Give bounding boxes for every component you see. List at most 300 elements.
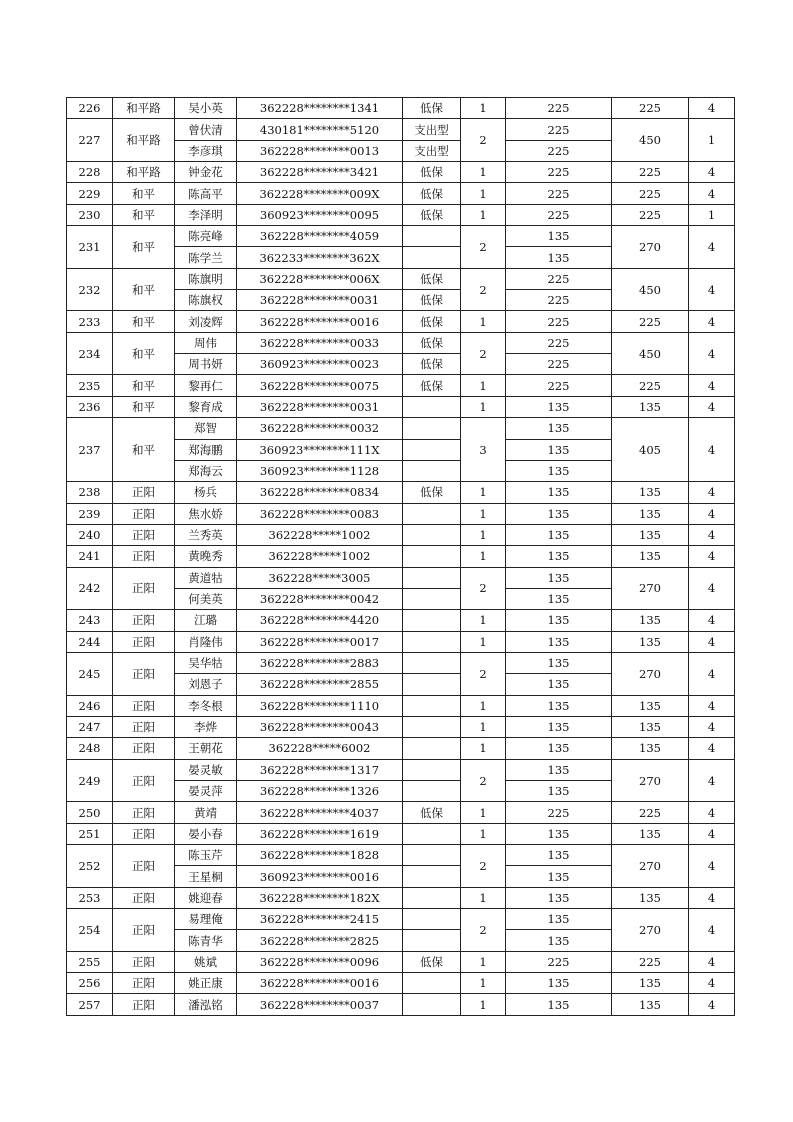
total-amount-cell: 225	[612, 162, 689, 183]
area-cell: 正阳	[113, 823, 175, 844]
months-cell: 4	[689, 183, 735, 204]
table-row	[67, 311, 735, 332]
amount-cell: 135	[506, 973, 612, 994]
name-cell: 黎再仁	[175, 375, 237, 396]
name-cell: 曾伏清	[175, 119, 237, 140]
area-cell: 正阳	[113, 887, 175, 908]
name-cell: 李冬根	[175, 695, 237, 716]
name-cell: 肖隆伟	[175, 631, 237, 652]
total-amount-cell: 135	[612, 524, 689, 545]
table-row	[67, 98, 735, 119]
household-count-cell: 2	[461, 909, 506, 952]
table-row	[67, 418, 735, 439]
months-cell: 4	[689, 311, 735, 332]
amount-cell: 225	[506, 802, 612, 823]
name-cell: 陈旗权	[175, 290, 237, 311]
total-amount-cell: 270	[612, 652, 689, 695]
amount-cell: 135	[506, 695, 612, 716]
area-cell: 和平	[113, 204, 175, 225]
household-count-cell: 2	[461, 759, 506, 802]
table-row	[67, 226, 735, 247]
table-body	[67, 98, 735, 1016]
area-cell: 和平	[113, 183, 175, 204]
id-number-cell: 362228********0032	[237, 418, 403, 439]
name-cell: 李烨	[175, 716, 237, 737]
id-number-cell: 362228*****3005	[237, 567, 403, 588]
area-cell: 正阳	[113, 845, 175, 888]
name-cell: 周书妍	[175, 354, 237, 375]
months-cell: 4	[689, 418, 735, 482]
months-cell: 4	[689, 695, 735, 716]
relief-type-cell: 低保	[403, 354, 461, 375]
table-row	[67, 567, 735, 588]
amount-cell: 135	[506, 781, 612, 802]
months-cell: 4	[689, 482, 735, 503]
amount-cell: 225	[506, 332, 612, 353]
id-number-cell: 362228********0042	[237, 588, 403, 609]
serial-number-cell: 235	[67, 375, 113, 396]
relief-type-cell: 低保	[403, 162, 461, 183]
months-cell: 4	[689, 524, 735, 545]
serial-number-cell: 238	[67, 482, 113, 503]
name-cell: 陈玉芹	[175, 845, 237, 866]
area-cell: 正阳	[113, 610, 175, 631]
amount-cell: 135	[506, 439, 612, 460]
household-count-cell: 1	[461, 503, 506, 524]
name-cell: 郑智	[175, 418, 237, 439]
relief-type-cell	[403, 845, 461, 866]
total-amount-cell: 135	[612, 482, 689, 503]
amount-cell: 135	[506, 909, 612, 930]
id-number-cell: 362228********0043	[237, 716, 403, 737]
household-count-cell: 2	[461, 268, 506, 311]
household-count-cell: 2	[461, 845, 506, 888]
household-count-cell: 1	[461, 823, 506, 844]
id-number-cell: 362228********2855	[237, 674, 403, 695]
months-cell: 4	[689, 994, 735, 1015]
id-number-cell: 362228********3421	[237, 162, 403, 183]
id-number-cell: 362228********4059	[237, 226, 403, 247]
id-number-cell: 362228********1110	[237, 695, 403, 716]
amount-cell: 225	[506, 119, 612, 140]
relief-type-cell	[403, 994, 461, 1015]
amount-cell: 225	[506, 951, 612, 972]
table-row	[67, 503, 735, 524]
household-count-cell: 1	[461, 631, 506, 652]
amount-cell: 225	[506, 98, 612, 119]
table-row	[67, 162, 735, 183]
table-row	[67, 119, 735, 140]
household-count-cell: 1	[461, 951, 506, 972]
serial-number-cell: 226	[67, 98, 113, 119]
months-cell: 4	[689, 652, 735, 695]
relief-type-cell: 低保	[403, 98, 461, 119]
amount-cell: 135	[506, 418, 612, 439]
relief-type-cell	[403, 716, 461, 737]
months-cell: 4	[689, 716, 735, 737]
total-amount-cell: 135	[612, 994, 689, 1015]
serial-number-cell: 242	[67, 567, 113, 610]
relief-type-cell	[403, 781, 461, 802]
household-count-cell: 1	[461, 98, 506, 119]
household-count-cell: 1	[461, 546, 506, 567]
amount-cell: 225	[506, 162, 612, 183]
name-cell: 陈高平	[175, 183, 237, 204]
serial-number-cell: 255	[67, 951, 113, 972]
household-count-cell: 1	[461, 524, 506, 545]
serial-number-cell: 229	[67, 183, 113, 204]
months-cell: 4	[689, 396, 735, 417]
relief-type-cell: 低保	[403, 290, 461, 311]
household-count-cell: 2	[461, 567, 506, 610]
total-amount-cell: 270	[612, 759, 689, 802]
name-cell: 兰秀英	[175, 524, 237, 545]
area-cell: 和平路	[113, 119, 175, 162]
total-amount-cell: 270	[612, 567, 689, 610]
table-row	[67, 845, 735, 866]
table-row	[67, 759, 735, 780]
serial-number-cell: 241	[67, 546, 113, 567]
id-number-cell: 362228********182X	[237, 887, 403, 908]
table-row	[67, 631, 735, 652]
id-number-cell: 362228********0016	[237, 973, 403, 994]
name-cell: 焦水娇	[175, 503, 237, 524]
months-cell: 4	[689, 546, 735, 567]
area-cell: 和平	[113, 268, 175, 311]
household-count-cell: 1	[461, 204, 506, 225]
id-number-cell: 362228********1828	[237, 845, 403, 866]
relief-roster-table	[66, 97, 735, 1016]
id-number-cell: 362228********0096	[237, 951, 403, 972]
table-row	[67, 909, 735, 930]
household-count-cell: 1	[461, 482, 506, 503]
serial-number-cell: 248	[67, 738, 113, 759]
area-cell: 正阳	[113, 482, 175, 503]
area-cell: 正阳	[113, 802, 175, 823]
relief-type-cell	[403, 226, 461, 247]
relief-type-cell: 低保	[403, 802, 461, 823]
id-number-cell: 360923********0095	[237, 204, 403, 225]
serial-number-cell: 236	[67, 396, 113, 417]
area-cell: 和平	[113, 311, 175, 332]
id-number-cell: 360923********0016	[237, 866, 403, 887]
id-number-cell: 430181********5120	[237, 119, 403, 140]
name-cell: 黄靖	[175, 802, 237, 823]
name-cell: 陈旗明	[175, 268, 237, 289]
area-cell: 正阳	[113, 503, 175, 524]
total-amount-cell: 450	[612, 268, 689, 311]
table-row	[67, 994, 735, 1015]
amount-cell: 135	[506, 652, 612, 673]
area-cell: 和平	[113, 332, 175, 375]
relief-type-cell	[403, 567, 461, 588]
total-amount-cell: 225	[612, 375, 689, 396]
area-cell: 正阳	[113, 738, 175, 759]
total-amount-cell: 225	[612, 98, 689, 119]
id-number-cell: 360923********1128	[237, 460, 403, 481]
area-cell: 正阳	[113, 652, 175, 695]
amount-cell: 135	[506, 845, 612, 866]
months-cell: 4	[689, 973, 735, 994]
relief-type-cell	[403, 588, 461, 609]
id-number-cell: 362228********009X	[237, 183, 403, 204]
id-number-cell: 362228********1341	[237, 98, 403, 119]
name-cell: 刘凌辉	[175, 311, 237, 332]
amount-cell: 135	[506, 994, 612, 1015]
total-amount-cell: 225	[612, 183, 689, 204]
amount-cell: 135	[506, 482, 612, 503]
amount-cell: 135	[506, 930, 612, 951]
table-row	[67, 375, 735, 396]
id-number-cell: 362228********0033	[237, 332, 403, 353]
amount-cell: 135	[506, 396, 612, 417]
relief-type-cell: 低保	[403, 951, 461, 972]
relief-type-cell	[403, 738, 461, 759]
relief-type-cell	[403, 652, 461, 673]
amount-cell: 135	[506, 247, 612, 268]
months-cell: 4	[689, 738, 735, 759]
name-cell: 黄道牯	[175, 567, 237, 588]
household-count-cell: 1	[461, 610, 506, 631]
serial-number-cell: 252	[67, 845, 113, 888]
total-amount-cell: 135	[612, 823, 689, 844]
id-number-cell: 362228********4037	[237, 802, 403, 823]
area-cell: 正阳	[113, 973, 175, 994]
serial-number-cell: 246	[67, 695, 113, 716]
name-cell: 郑海云	[175, 460, 237, 481]
area-cell: 正阳	[113, 716, 175, 737]
relief-type-cell	[403, 674, 461, 695]
id-number-cell: 362228********1326	[237, 781, 403, 802]
amount-cell: 225	[506, 375, 612, 396]
serial-number-cell: 240	[67, 524, 113, 545]
name-cell: 何美英	[175, 588, 237, 609]
table-row	[67, 652, 735, 673]
area-cell: 和平路	[113, 162, 175, 183]
area-cell: 正阳	[113, 909, 175, 952]
serial-number-cell: 249	[67, 759, 113, 802]
id-number-cell: 362228********0834	[237, 482, 403, 503]
name-cell: 吴华牯	[175, 652, 237, 673]
amount-cell: 225	[506, 268, 612, 289]
total-amount-cell: 270	[612, 226, 689, 269]
area-cell: 正阳	[113, 524, 175, 545]
total-amount-cell: 135	[612, 610, 689, 631]
id-number-cell: 362228********0013	[237, 140, 403, 161]
amount-cell: 135	[506, 588, 612, 609]
household-count-cell: 1	[461, 973, 506, 994]
household-count-cell: 2	[461, 652, 506, 695]
name-cell: 晏灵敏	[175, 759, 237, 780]
months-cell: 4	[689, 98, 735, 119]
name-cell: 王星桐	[175, 866, 237, 887]
amount-cell: 135	[506, 631, 612, 652]
table-row	[67, 887, 735, 908]
table-row	[67, 482, 735, 503]
id-number-cell: 362228********0031	[237, 396, 403, 417]
serial-number-cell: 227	[67, 119, 113, 162]
total-amount-cell: 135	[612, 631, 689, 652]
household-count-cell: 1	[461, 311, 506, 332]
id-number-cell: 362228********1317	[237, 759, 403, 780]
months-cell: 4	[689, 802, 735, 823]
id-number-cell: 360923********0023	[237, 354, 403, 375]
household-count-cell: 1	[461, 183, 506, 204]
serial-number-cell: 228	[67, 162, 113, 183]
serial-number-cell: 233	[67, 311, 113, 332]
relief-type-cell: 低保	[403, 204, 461, 225]
household-count-cell: 2	[461, 226, 506, 269]
name-cell: 杨兵	[175, 482, 237, 503]
total-amount-cell: 270	[612, 845, 689, 888]
id-number-cell: 362228********1619	[237, 823, 403, 844]
amount-cell: 135	[506, 759, 612, 780]
total-amount-cell: 135	[612, 973, 689, 994]
amount-cell: 135	[506, 887, 612, 908]
area-cell: 正阳	[113, 631, 175, 652]
relief-type-cell	[403, 247, 461, 268]
id-number-cell: 362228********0031	[237, 290, 403, 311]
serial-number-cell: 253	[67, 887, 113, 908]
amount-cell: 225	[506, 354, 612, 375]
name-cell: 吴小英	[175, 98, 237, 119]
table-row	[67, 610, 735, 631]
table-row	[67, 695, 735, 716]
relief-type-cell: 低保	[403, 332, 461, 353]
amount-cell: 135	[506, 567, 612, 588]
id-number-cell: 362228*****1002	[237, 546, 403, 567]
total-amount-cell: 225	[612, 204, 689, 225]
table-row	[67, 973, 735, 994]
table-row	[67, 823, 735, 844]
relief-type-cell: 低保	[403, 268, 461, 289]
months-cell: 4	[689, 375, 735, 396]
id-number-cell: 362228********0083	[237, 503, 403, 524]
amount-cell: 135	[506, 866, 612, 887]
area-cell: 和平	[113, 375, 175, 396]
table-row	[67, 951, 735, 972]
relief-type-cell	[403, 759, 461, 780]
months-cell: 4	[689, 610, 735, 631]
table-row	[67, 204, 735, 225]
amount-cell: 135	[506, 674, 612, 695]
relief-type-cell	[403, 439, 461, 460]
relief-type-cell	[403, 524, 461, 545]
name-cell: 陈亮峰	[175, 226, 237, 247]
relief-type-cell	[403, 610, 461, 631]
id-number-cell: 362228********006X	[237, 268, 403, 289]
serial-number-cell: 232	[67, 268, 113, 311]
table-row	[67, 332, 735, 353]
household-count-cell: 1	[461, 802, 506, 823]
amount-cell: 135	[506, 610, 612, 631]
months-cell: 4	[689, 887, 735, 908]
table-row	[67, 546, 735, 567]
serial-number-cell: 256	[67, 973, 113, 994]
amount-cell: 135	[506, 503, 612, 524]
relief-type-cell: 支出型	[403, 119, 461, 140]
amount-cell: 135	[506, 546, 612, 567]
household-count-cell: 1	[461, 994, 506, 1015]
name-cell: 晏灵萍	[175, 781, 237, 802]
area-cell: 和平路	[113, 98, 175, 119]
serial-number-cell: 239	[67, 503, 113, 524]
area-cell: 正阳	[113, 994, 175, 1015]
serial-number-cell: 237	[67, 418, 113, 482]
table-row	[67, 183, 735, 204]
months-cell: 4	[689, 226, 735, 269]
household-count-cell: 2	[461, 332, 506, 375]
name-cell: 王朝花	[175, 738, 237, 759]
amount-cell: 135	[506, 524, 612, 545]
months-cell: 4	[689, 567, 735, 610]
household-count-cell: 1	[461, 375, 506, 396]
relief-type-cell	[403, 909, 461, 930]
months-cell: 1	[689, 119, 735, 162]
table-row	[67, 802, 735, 823]
name-cell: 江璐	[175, 610, 237, 631]
area-cell: 正阳	[113, 546, 175, 567]
id-number-cell: 362228********0016	[237, 311, 403, 332]
serial-number-cell: 244	[67, 631, 113, 652]
serial-number-cell: 251	[67, 823, 113, 844]
name-cell: 李泽明	[175, 204, 237, 225]
household-count-cell: 3	[461, 418, 506, 482]
amount-cell: 135	[506, 226, 612, 247]
table-row	[67, 738, 735, 759]
serial-number-cell: 247	[67, 716, 113, 737]
household-count-cell: 1	[461, 738, 506, 759]
total-amount-cell: 450	[612, 119, 689, 162]
household-count-cell: 1	[461, 396, 506, 417]
id-number-cell: 360923********111X	[237, 439, 403, 460]
name-cell: 姚正康	[175, 973, 237, 994]
name-cell: 郑海鹏	[175, 439, 237, 460]
relief-type-cell	[403, 887, 461, 908]
total-amount-cell: 135	[612, 503, 689, 524]
amount-cell: 135	[506, 716, 612, 737]
months-cell: 4	[689, 823, 735, 844]
id-number-cell: 362233********362X	[237, 247, 403, 268]
relief-type-cell: 低保	[403, 482, 461, 503]
table-row	[67, 716, 735, 737]
name-cell: 刘恩子	[175, 674, 237, 695]
total-amount-cell: 135	[612, 738, 689, 759]
area-cell: 正阳	[113, 695, 175, 716]
serial-number-cell: 257	[67, 994, 113, 1015]
household-count-cell: 2	[461, 119, 506, 162]
months-cell: 4	[689, 631, 735, 652]
total-amount-cell: 135	[612, 887, 689, 908]
total-amount-cell: 135	[612, 695, 689, 716]
name-cell: 潘泓铭	[175, 994, 237, 1015]
id-number-cell: 362228********2883	[237, 652, 403, 673]
relief-type-cell: 低保	[403, 183, 461, 204]
months-cell: 4	[689, 951, 735, 972]
id-number-cell: 362228********4420	[237, 610, 403, 631]
name-cell: 李彦琪	[175, 140, 237, 161]
total-amount-cell: 270	[612, 909, 689, 952]
serial-number-cell: 250	[67, 802, 113, 823]
total-amount-cell: 225	[612, 802, 689, 823]
id-number-cell: 362228********0037	[237, 994, 403, 1015]
area-cell: 正阳	[113, 759, 175, 802]
relief-type-cell	[403, 396, 461, 417]
total-amount-cell: 135	[612, 716, 689, 737]
total-amount-cell: 135	[612, 396, 689, 417]
months-cell: 4	[689, 162, 735, 183]
table-row	[67, 268, 735, 289]
